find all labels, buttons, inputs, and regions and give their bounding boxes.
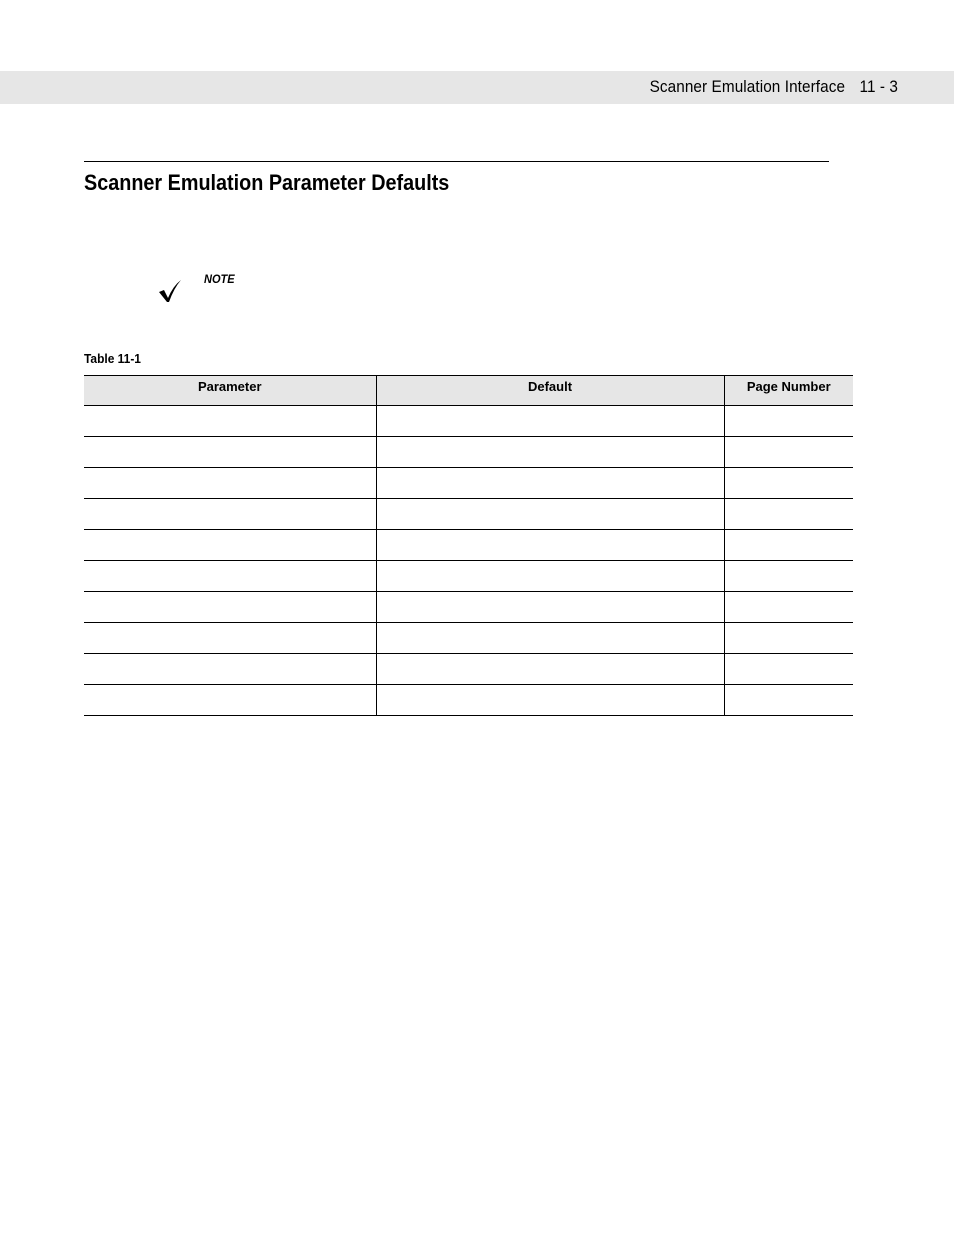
table-cell	[376, 468, 724, 499]
table-cell	[84, 499, 376, 530]
table-cell	[724, 468, 853, 499]
table-cell	[376, 685, 724, 716]
table-cell	[84, 592, 376, 623]
table-cell	[724, 499, 853, 530]
table-caption: Table 11-1	[84, 351, 141, 366]
table-row	[84, 437, 853, 468]
table-row	[84, 685, 853, 716]
table-cell	[724, 592, 853, 623]
table-header-row	[84, 376, 853, 406]
table-cell	[84, 623, 376, 654]
column-header-parameter: Parameter	[84, 376, 376, 406]
table-cell	[84, 406, 376, 437]
table-cell	[84, 685, 376, 716]
table-row	[84, 623, 853, 654]
table-cell	[376, 499, 724, 530]
table-cell	[376, 530, 724, 561]
table-cell	[376, 561, 724, 592]
table-cell	[724, 561, 853, 592]
table-cell	[376, 654, 724, 685]
table-cell	[724, 654, 853, 685]
table-cell	[724, 685, 853, 716]
table-row	[84, 499, 853, 530]
table-row	[84, 468, 853, 499]
running-header	[650, 76, 898, 98]
table-cell	[84, 468, 376, 499]
column-header-page-number: Page Number	[724, 376, 853, 406]
checkmark-icon	[157, 278, 183, 304]
table-cell	[724, 406, 853, 437]
parameter-defaults-table	[84, 375, 853, 716]
table-cell	[376, 406, 724, 437]
column-header-default: Default	[376, 376, 724, 406]
section-rule	[84, 161, 829, 162]
page-number: 11 - 3	[859, 77, 898, 96]
note-label: NOTE	[204, 272, 235, 286]
table-cell	[376, 437, 724, 468]
table-cell	[84, 530, 376, 561]
table-cell	[376, 623, 724, 654]
table-row	[84, 406, 853, 437]
table-row	[84, 561, 853, 592]
table-cell	[84, 561, 376, 592]
section-title: Scanner Emulation Parameter Defaults	[84, 170, 450, 195]
table-row	[84, 592, 853, 623]
table-cell	[84, 654, 376, 685]
table-cell	[724, 530, 853, 561]
table-cell	[84, 437, 376, 468]
table-cell	[376, 592, 724, 623]
table-row	[84, 530, 853, 561]
table-cell	[724, 437, 853, 468]
chapter-title: Scanner Emulation Interface	[649, 77, 846, 96]
table-row	[84, 654, 853, 685]
table-cell	[724, 623, 853, 654]
